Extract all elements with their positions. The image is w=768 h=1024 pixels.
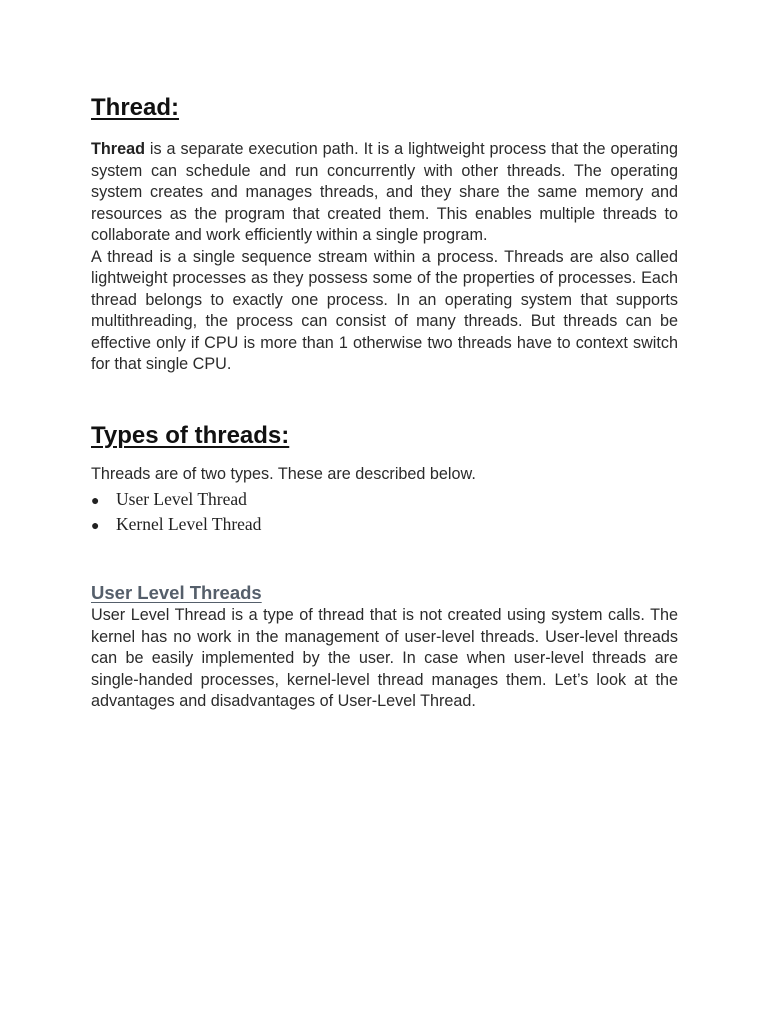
types-intro-text: Threads are of two types. These are described below. bbox=[91, 464, 476, 483]
list-item bbox=[91, 487, 678, 512]
thread-heading: Thread: bbox=[91, 94, 180, 121]
bullet-dot-icon: ● bbox=[91, 517, 100, 533]
list-item-label: Kernel Level Thread bbox=[116, 514, 262, 534]
user-level-threads-paragraph: User Level Thread is a type of thread that is not created using system calls. The kernel has no work in the management of user-level threads. User-level threads can be easily implemented by the user. In case when user-level threads are single-handed processes, kernel-level thread manages them. Let’s look at the advantages and disadvantages of User-Level Thread. bbox=[91, 606, 678, 710]
thread-types-list bbox=[91, 487, 678, 537]
thread-definition-text: is a separate execution path. It is a lightweight process that the operating system can schedule and run concurrently with other threads. The operating system creates and manages threads, and they share the same memory and resources as the program that created them. This enables multiple threads to collaborate and work efficiently within a single program. bbox=[91, 140, 678, 244]
bullet-dot-icon: ● bbox=[91, 492, 100, 508]
thread-paragraph-2: A thread is a single sequence stream within a process. Threads are also called lightweight processes as they possess some of the properties of processes. Each thread belongs to exactly one process. In an operating system that supports multithreading, the process can consist of many threads. But threads can be effective only if CPU is more than 1 otherwise two threads have to context switch for that single CPU. bbox=[91, 247, 678, 373]
types-of-threads-heading: Types of threads: bbox=[91, 421, 290, 449]
document-page bbox=[91, 93, 678, 713]
thread-paragraph-1 bbox=[91, 139, 678, 247]
list-item-label: User Level Thread bbox=[116, 489, 247, 509]
list-item bbox=[91, 512, 678, 537]
thread-term-bold: Thread bbox=[91, 140, 145, 158]
user-level-threads-heading: User Level Threads bbox=[91, 582, 262, 603]
